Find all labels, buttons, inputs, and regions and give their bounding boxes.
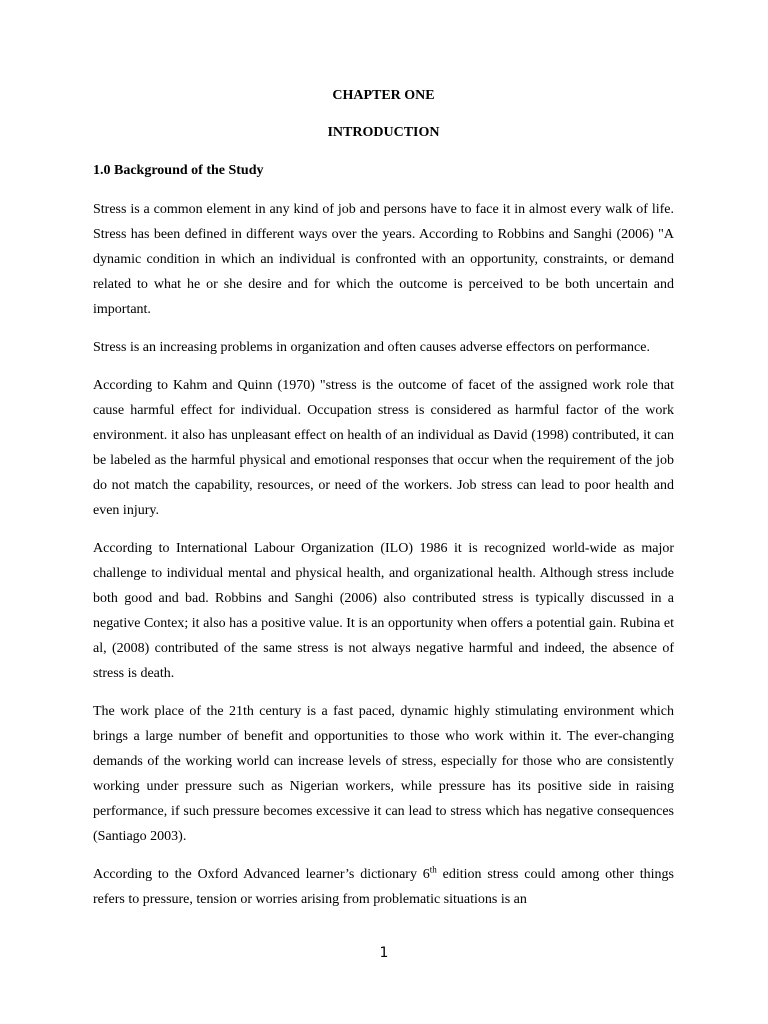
paragraph-6-end: edition stress could among other things refers to pressure, tension or worries arising from problematic situations is an xyxy=(93,867,674,907)
page-content xyxy=(93,84,674,925)
page-number: 1 xyxy=(379,945,389,961)
section-heading: INTRODUCTION xyxy=(327,125,440,140)
paragraph-4: According to International Labour Organization (ILO) 1986 it is recognized world-wide as major challenge to individual mental and physical health, and organizational health. Although stress include both good and bad. Robbins and Sanghi (2006) also contributed stress is typically discussed in a negative Contex; it also has a positive value. It is an opportunity when offers a potential gain. Rubina et al, (2008) contributed of the same stress is not always negative harmful and indeed, the absence of stress is death. xyxy=(93,541,674,681)
paragraph-3: According to Kahm and Quinn (1970) "stress is the outcome of facet of the assigned work role that cause harmful effect for individual. Occupation stress is considered as harmful factor of the work environment. it also has unpleasant effect on health of an individual as David (1998) contributed, it can be labeled as the harmful physical and emotional responses that occur when the requirement of the job do not match the capability, resources, or need of the workers. Job stress can lead to poor health and even injury. xyxy=(93,378,674,518)
paragraph-6 xyxy=(93,862,674,912)
chapter-heading: CHAPTER ONE xyxy=(332,88,435,103)
ordinal-superscript: th xyxy=(429,864,437,875)
paragraph-2: Stress is an increasing problems in organization and often causes adverse effectors on performance. xyxy=(93,340,650,355)
subsection-heading: 1.0 Background of the Study xyxy=(93,163,264,178)
paragraph-6-start: According to the Oxford Advanced learner’s dictionary 6 xyxy=(93,867,430,882)
paragraph-1: Stress is a common element in any kind of job and persons have to face it in almost every walk of life. Stress has been defined in different ways over the years. According to Robbins and Sanghi (2006) "A dynamic condition in which an individual is confronted with an opportunity, constraints, or demand related to what he or she desire and for which the outcome is perceived to be both uncertain and important. xyxy=(93,202,674,317)
paragraph-5: The work place of the 21th century is a fast paced, dynamic highly stimulating environment which brings a large number of benefit and opportunities to those who work within it. The ever-changing demands of the working world can increase levels of stress, especially for those who are consistently working under pressure such as Nigerian workers, while pressure has its positive side in raising performance, if such pressure becomes excessive it can lead to stress which has negative consequences (Santiago 2003). xyxy=(93,704,674,844)
